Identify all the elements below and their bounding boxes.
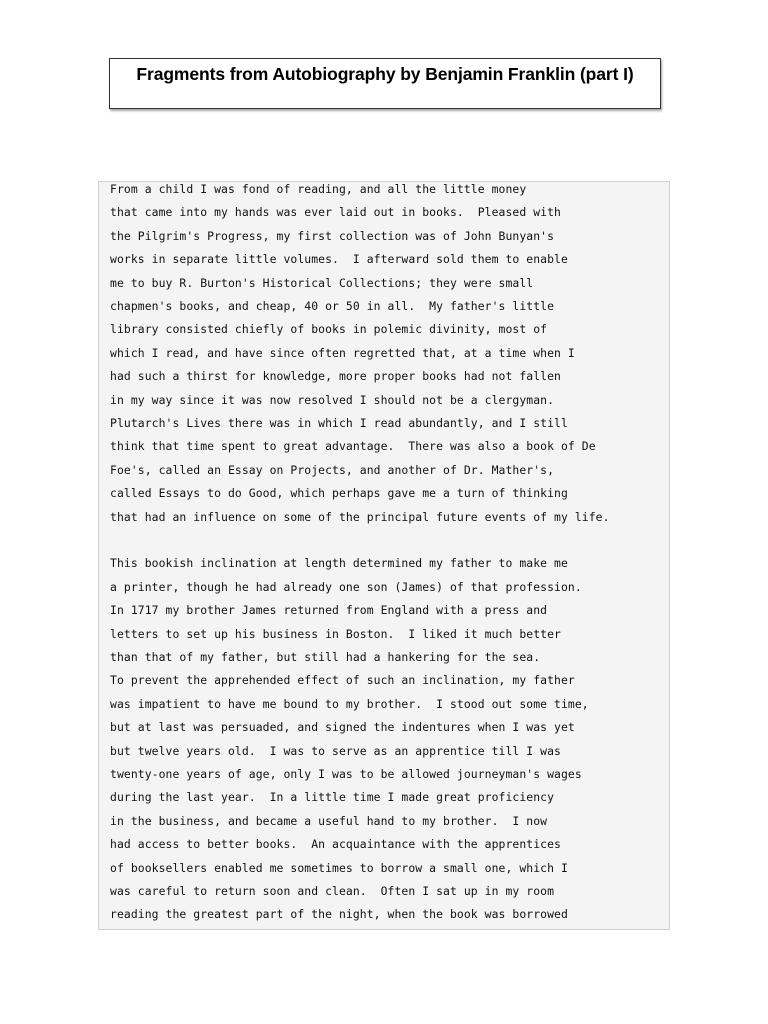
text-line: reading the greatest part of the night, when the book was borrowed [110, 907, 568, 922]
text-line: library consisted chiefly of books in polemic divinity, most of [110, 322, 548, 337]
text-line: me to buy R. Burton's Historical Collections; they were small [110, 275, 534, 290]
text-line: In 1717 my brother James returned from England with a press and [110, 603, 548, 618]
text-line: was careful to return soon and clean. Often I sat up in my room [110, 884, 555, 898]
text-line: To prevent the apprehended effect of such an inclination, my father [110, 673, 575, 688]
text-line: This bookish inclination at length determined my father to make me [110, 556, 568, 571]
text-line: but at last was persuaded, and signed the indentures when I was yet [110, 720, 575, 735]
text-line: had such a thirst for knowledge, more proper books had not fallen [110, 369, 561, 384]
text-line: chapmen's books, and cheap, 40 or 50 in all. My father's little [110, 299, 555, 313]
text-line: Foe's, called an Essay on Projects, and another of Dr. Mather's, [110, 462, 555, 477]
text-line: but twelve years old. I was to serve as an apprentice till I was [110, 743, 561, 758]
text-line: twenty-one years of age, only I was to be allowed journeyman's wages [110, 767, 582, 781]
page-title: Fragments from Autobiography by Benjamin Franklin (part I) [136, 64, 634, 84]
text-line: that came into my hands was ever laid out in books. Pleased with [110, 205, 561, 220]
text-line: called Essays to do Good, which perhaps gave me a turn of thinking [110, 486, 568, 501]
text-line: letters to set up his business in Boston. I liked it much better [110, 626, 561, 641]
text-line: works in separate little volumes. I afterward sold them to enable [110, 252, 568, 267]
text-line: had access to better books. An acquaintance with the apprentices [110, 837, 561, 852]
text-line: a printer, though he had already one son (James) of that profession. [110, 579, 582, 594]
text-line: From a child I was fond of reading, and all the little money [110, 182, 527, 196]
title-box [109, 58, 661, 109]
text-line: was impatient to have me bound to my brother. I stood out some time, [110, 696, 589, 711]
text-line: the Pilgrim's Progress, my first collection was of John Bunyan's [110, 228, 555, 243]
text-line: Plutarch's Lives there was in which I read abundantly, and I still [110, 416, 568, 430]
text-line: which I read, and have since often regretted that, at a time when I [110, 345, 575, 360]
text-line: of booksellers enabled me sometimes to borrow a small one, which I [110, 860, 568, 875]
text-line: than that of my father, but still had a hankering for the sea. [110, 650, 541, 664]
text-line: think that time spent to great advantage. There was also a book of De [110, 439, 596, 454]
text-line: in the business, and became a useful hand to my brother. I now [110, 813, 548, 828]
text-line: in my way since it was now resolved I should not be a clergyman. [110, 392, 555, 407]
excerpt-block [98, 181, 670, 930]
text-line: during the last year. In a little time I made great proficiency [110, 790, 555, 805]
text-line: that had an influence on some of the principal future events of my life. [110, 509, 610, 524]
